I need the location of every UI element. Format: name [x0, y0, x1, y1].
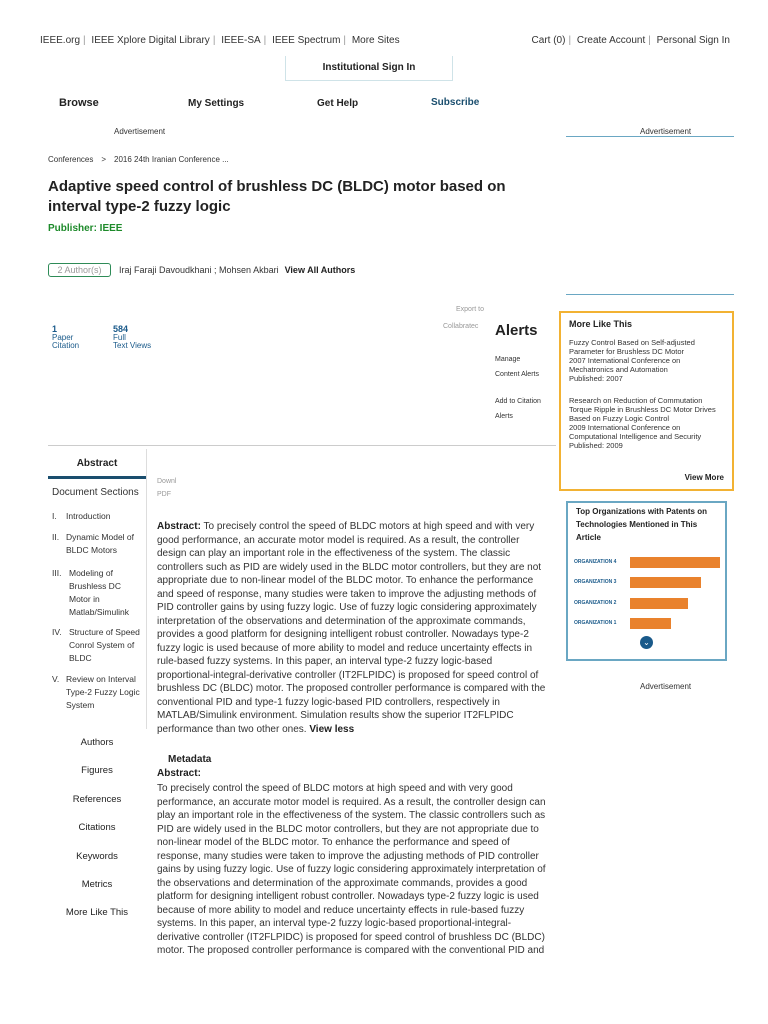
- link-ieee-sa[interactable]: IEEE-SA: [221, 35, 261, 46]
- section-title: Dynamic Model of BLDC Motors: [66, 532, 135, 555]
- institutional-sign-in-button[interactable]: Institutional Sign In: [285, 56, 453, 80]
- nav-browse[interactable]: Browse: [59, 97, 99, 109]
- section-number: V.: [52, 674, 60, 684]
- nav-subscribe[interactable]: Subscribe: [431, 97, 480, 108]
- org-bar: [630, 598, 688, 609]
- section-number: III.: [52, 568, 62, 578]
- right-divider: [566, 294, 734, 295]
- paper-citation-metric[interactable]: [52, 324, 79, 350]
- abstract-body: To precisely control the speed of BLDC motors at high speed and with very good performance, an accurate motor model is required. As a result, the controller design can play an important role in the effectiveness of the system. The classic controllers such as PID are widely used in the BLDC motor controllers, but they are not appropriate due to non-linear model of the BLDC motor. To enhance the performance and speed of response, many studies were taken to improve the adjusting methods of PID controller gains by using fuzzy logic. Use of fuzzy logic considering approximately interpretation of the observations and determination of the approximate commands, provides a good platform for designing intelligent robust controller. Nowadays type-2 fuzzy logic is used because of more ability to model and reduce uncertainty effects in rule-based fuzzy systems. In this paper, an interval type-2 fuzzy logic-based proportional-integral-derivative controller (IT2FLPIDC) is proposed for speed control of brushless DC (BLDC) motor. The proposed controller performance is compared with the conventional PID and type-1 fuzzy logic-based PID controllers, respectively in MATLAB/Simulink environment. Simulation results show the superior IT2FLPIDC performance than two other ones.: [157, 521, 546, 735]
- related-article[interactable]: [569, 396, 724, 450]
- section-number: IV.: [52, 627, 62, 637]
- nav-my-settings[interactable]: My Settings: [188, 98, 245, 109]
- cart-link[interactable]: Cart (0): [531, 35, 566, 46]
- alerts-heading: Alerts: [495, 322, 538, 339]
- section-link-structure[interactable]: [52, 626, 146, 665]
- top-links: IEEE.org | IEEE Xplore Digital Library | IEEE-SA | IEEE Spectrum | More Sites: [40, 35, 400, 46]
- abstract-label: Abstract:: [157, 521, 201, 532]
- link-ieee-spectrum[interactable]: IEEE Spectrum: [272, 35, 341, 46]
- related-article-venue: 2009 International Conference on Computational Intelligence and Security: [569, 423, 702, 441]
- views-label-2: Text Views: [113, 341, 152, 350]
- advertisement-label-right: Advertisement: [640, 127, 692, 136]
- pdf-label: PDF: [157, 491, 171, 498]
- sidebar-figures[interactable]: Figures: [81, 765, 113, 776]
- breadcrumb-conference[interactable]: 2016 24th Iranian Conference ...: [114, 155, 229, 164]
- advertisement-label: Advertisement: [114, 127, 166, 136]
- views-count: 584: [113, 324, 129, 334]
- section-link-review[interactable]: [52, 673, 146, 712]
- section-number: I.: [52, 511, 57, 521]
- link-more-sites[interactable]: More Sites: [351, 35, 400, 46]
- author-count-button[interactable]: 2 Author(s): [48, 263, 111, 277]
- link-ieee-xplore[interactable]: IEEE Xplore Digital Library: [91, 35, 210, 46]
- add-citation-alerts-link[interactable]: Add to Citation: [495, 398, 541, 405]
- org-label: ORGANIZATION 2: [574, 600, 617, 606]
- org-bar: [630, 557, 720, 568]
- section-link-dynamic-model[interactable]: [52, 531, 146, 557]
- section-title: Structure of Speed Conrol System of BLDC: [69, 627, 140, 663]
- metadata-abstract-text: To precisely control the speed of BLDC motors at high speed and with very good performance, an accurate motor model is required. As a result, the controller design can play an important role in the effectiveness of the system. The classic controllers such as PID are widely used in the BLDC motor controllers, but they are not appropriate due to non-linear model of the BLDC motor. To enhance the performance and speed of response, many studies were taken to improve the adjusting methods of PID controller gains by using fuzzy logic. Use of fuzzy logic considering approximately interpretation of the observations and determination of the approximate commands, provides a good platform for designing intelligent robust controller. Nowadays type-2 fuzzy logic is used because of more ability to model and reduce uncertainty effects in rule-based fuzzy systems. In this paper, an interval type-2 fuzzy logic-based proportional-integral-derivative controller (IT2FLPIDC) is proposed for speed control of brushless DC (BLDC) motor. The proposed controller performance is compared with the conventional PID and: [157, 783, 546, 956]
- nav-get-help[interactable]: Get Help: [317, 98, 359, 109]
- section-title: Review on Interval Type-2 Fuzzy Logic System: [66, 674, 140, 710]
- export-to-link[interactable]: Export to: [456, 306, 485, 313]
- org-label: ORGANIZATION 3: [574, 579, 617, 585]
- sidebar-references[interactable]: References: [72, 794, 122, 805]
- add-citation-alerts-link-2[interactable]: Alerts: [495, 413, 513, 420]
- org-bar: [630, 577, 701, 588]
- top-organizations-title: Top Organizations with Patents on Technologies Mentioned in This Article: [576, 507, 707, 542]
- manage-alerts-link[interactable]: Manage: [495, 356, 521, 363]
- sidebar-divider: [146, 449, 147, 729]
- related-article-published: Published: 2009: [569, 441, 623, 450]
- document-sections-heading: Document Sections: [52, 487, 139, 498]
- metadata-abstract-label: Abstract:: [157, 768, 201, 779]
- related-article-venue: 2007 International Conference on Mechatronics and Automation: [569, 356, 681, 374]
- breadcrumb: [48, 155, 229, 164]
- citation-label-2: Citation: [52, 341, 80, 350]
- more-like-this-title: More Like This: [569, 319, 633, 329]
- section-link-introduction[interactable]: [52, 510, 146, 523]
- view-less-link[interactable]: View less: [309, 723, 355, 735]
- personal-sign-in-link[interactable]: Personal Sign In: [656, 35, 730, 46]
- related-article-title[interactable]: Fuzzy Control Based on Self-adjusted Parameter for Brushless DC Motor: [569, 338, 695, 356]
- sidebar-metrics[interactable]: Metrics: [81, 879, 113, 890]
- link-ieee-org[interactable]: IEEE.org: [40, 35, 81, 46]
- chevron-down-icon[interactable]: ⌄: [640, 636, 653, 649]
- related-article[interactable]: [569, 338, 724, 383]
- org-label: ORGANIZATION 4: [574, 559, 617, 565]
- view-all-authors-link[interactable]: View All Authors: [284, 265, 356, 275]
- advertisement-label-lower: Advertisement: [640, 682, 692, 691]
- collabratec-link[interactable]: Collabratec: [443, 323, 479, 330]
- metadata-heading: Metadata: [168, 754, 212, 765]
- top-organizations-panel: [566, 501, 727, 661]
- sidebar-authors[interactable]: Authors: [80, 737, 114, 748]
- breadcrumb-conferences[interactable]: Conferences: [48, 155, 94, 164]
- inst-divider: [285, 80, 453, 81]
- sidebar-more-like-this[interactable]: More Like This: [65, 907, 129, 918]
- account-links: Cart (0) | Create Account | Personal Sign In: [531, 35, 730, 46]
- views-label: Full: [113, 333, 126, 342]
- section-title: Modeling of Brushless DC Motor in Matlab/Simulink: [69, 568, 129, 617]
- org-label: ORGANIZATION 1: [574, 620, 617, 626]
- sidebar-keywords[interactable]: Keywords: [76, 851, 118, 862]
- section-number: II.: [52, 532, 60, 542]
- author-list: [119, 265, 355, 275]
- org-bar: [630, 618, 671, 629]
- more-like-this-panel: [559, 311, 734, 491]
- publisher: Publisher: IEEE: [48, 223, 123, 234]
- citation-label: Paper: [52, 333, 74, 342]
- author-names[interactable]: Iraj Faraji Davoudkhani ; Mohsen Akbari: [119, 265, 279, 275]
- full-text-views-metric[interactable]: [113, 324, 151, 350]
- page-title: Adaptive speed control of brushless DC (BLDC) motor based on interval type-2 fuzzy logic: [48, 178, 506, 215]
- section-title: Introduction: [66, 511, 111, 521]
- breadcrumb-separator: >: [101, 155, 107, 164]
- download-pdf-link[interactable]: Downl: [157, 478, 177, 485]
- abstract-text: [157, 520, 549, 736]
- create-account-link[interactable]: Create Account: [576, 35, 646, 46]
- tab-abstract[interactable]: Abstract: [48, 449, 146, 479]
- section-link-modeling[interactable]: [52, 567, 146, 619]
- sidebar-citations[interactable]: Citations: [78, 822, 116, 833]
- related-article-published: Published: 2007: [569, 374, 623, 383]
- citation-count: 1: [52, 324, 58, 334]
- view-more-link[interactable]: View More: [684, 473, 724, 482]
- related-article-title[interactable]: Research on Reduction of Commutation Torque Ripple in Brushless DC Motor Drives Based on Fuzzy Logic Control: [569, 396, 716, 423]
- manage-alerts-link-2[interactable]: Content Alerts: [495, 371, 539, 378]
- ad-divider: [566, 136, 734, 137]
- section-divider: [48, 445, 556, 446]
